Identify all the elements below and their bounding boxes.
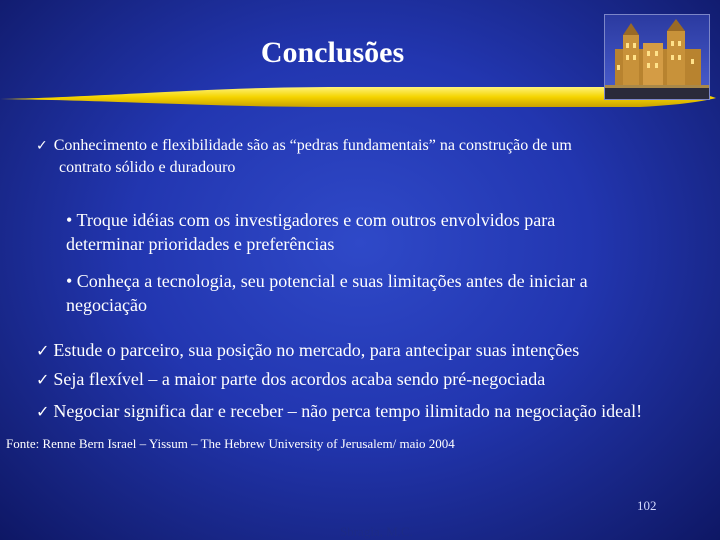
checkmark-icon: ✓	[36, 138, 48, 154]
check-item-1: ✓ Estude o parceiro, sua posição no mercado, para antecipar suas intenções	[36, 340, 580, 360]
author-credit: Sbragia, M.C.	[340, 524, 413, 539]
intro-line-2: contrato sólido e duradouro	[59, 159, 236, 176]
intro-line-1: ✓ Conhecimento e flexibilidade são as “pedras fundamentais” na construção de um	[36, 137, 572, 154]
source-citation: Fonte: Renne Bern Israel – Yissum – The Hebrew University of Jerusalem/ maio 2004	[6, 436, 455, 451]
page-number: 102	[637, 498, 657, 513]
bullet-2-line-2: negociação	[66, 295, 147, 315]
check-item-3: ✓ Negociar significa dar e receber – não perca tempo ilimitado na negociação ideal!	[36, 401, 643, 421]
slide-title: Conclusões	[260, 36, 405, 69]
building-photo	[604, 14, 710, 100]
bullet-1-line-1: • Troque idéias com os investigadores e com outros envolvidos para	[66, 210, 556, 230]
checkmark-icon: ✓	[36, 402, 50, 421]
checkmark-icon: ✓	[36, 370, 50, 389]
bullet-1-line-2: determinar prioridades e preferências	[66, 234, 335, 254]
bullet-2-line-1: • Conheça a tecnologia, seu potencial e suas limitações antes de iniciar a	[66, 271, 588, 291]
check-item-2: ✓ Seja flexível – a maior parte dos acordos acaba sendo pré-negociada	[36, 369, 546, 389]
checkmark-icon: ✓	[36, 341, 50, 360]
